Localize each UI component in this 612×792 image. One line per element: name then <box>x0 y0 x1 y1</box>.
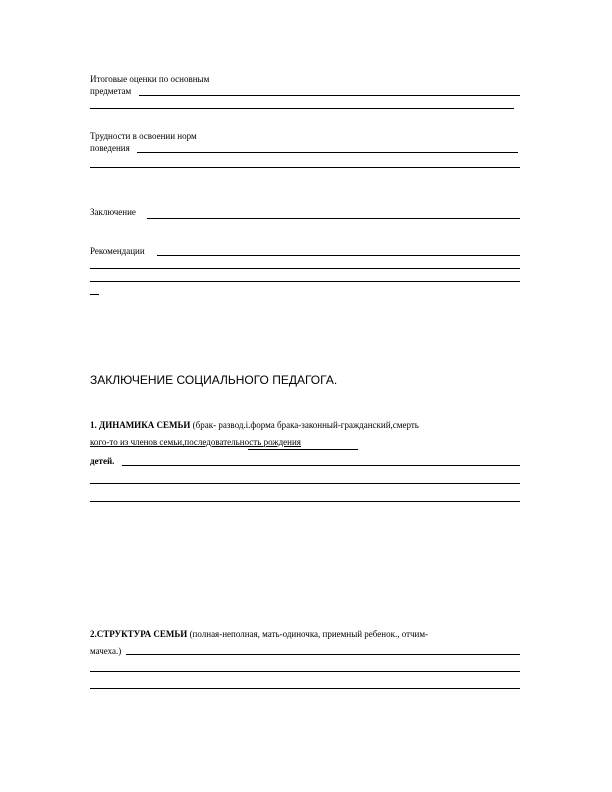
recommendations-label: Рекомендации <box>90 246 145 256</box>
recommendations-answer-line[interactable] <box>157 255 520 256</box>
structure-answer-line[interactable] <box>126 654 520 655</box>
structure-lead: 2.СТРУКТУРА СЕМЬИ <box>90 629 188 639</box>
dynamics-answer-line-2[interactable] <box>90 483 520 484</box>
recommendations-answer-line-2[interactable] <box>90 268 520 269</box>
dynamics-line2-c: рождения <box>263 437 301 447</box>
dynamics-line2-underline <box>248 449 358 450</box>
structure-line1-text: (полная-неполная, мать-одиночка, приемный ребенок., отчим- <box>187 629 429 639</box>
structure-answer-line-3[interactable] <box>90 688 520 689</box>
recommendations-answer-line-3[interactable] <box>90 281 520 282</box>
dynamics-line2-a: кого-то из членов <box>90 437 158 447</box>
structure-answer-line-2[interactable] <box>90 671 520 672</box>
grades-label-line1: Итоговые оценки по основным <box>90 74 210 84</box>
dynamics-line3: детей. <box>90 456 115 466</box>
grades-answer-line[interactable] <box>139 95 520 96</box>
structure-line1 <box>90 629 428 640</box>
recommendations-answer-line-stub[interactable] <box>90 294 99 295</box>
dynamics-line1 <box>90 420 419 431</box>
behavior-answer-line-2[interactable] <box>90 167 520 168</box>
dynamics-answer-line-3[interactable] <box>90 501 520 502</box>
grades-label-line2: предметам <box>90 86 132 96</box>
dynamics-lead: 1. ДИНАМИКА СЕМЬИ <box>90 420 191 430</box>
behavior-answer-line[interactable] <box>137 152 518 153</box>
behavior-label-line1: Трудности в освоении норм <box>90 131 197 141</box>
conclusion-answer-line[interactable] <box>147 218 520 219</box>
behavior-label-line2: поведения <box>90 143 130 153</box>
grades-answer-line-2[interactable] <box>90 108 514 109</box>
dynamics-answer-line[interactable] <box>122 465 520 466</box>
dynamics-line1-text: (брак- развод.і.форма брака-законный-гражданский,смерть <box>190 420 419 430</box>
section-heading: ЗАКЛЮЧЕНИЕ СОЦИАЛЬНОГО ПЕДАГОГА. <box>90 373 338 387</box>
conclusion-label: Заключение <box>90 207 136 217</box>
structure-line2: мачеха.) <box>90 646 122 656</box>
dynamics-line2-b: семьи,последовательность <box>157 437 264 447</box>
dynamics-line2 <box>90 437 301 448</box>
